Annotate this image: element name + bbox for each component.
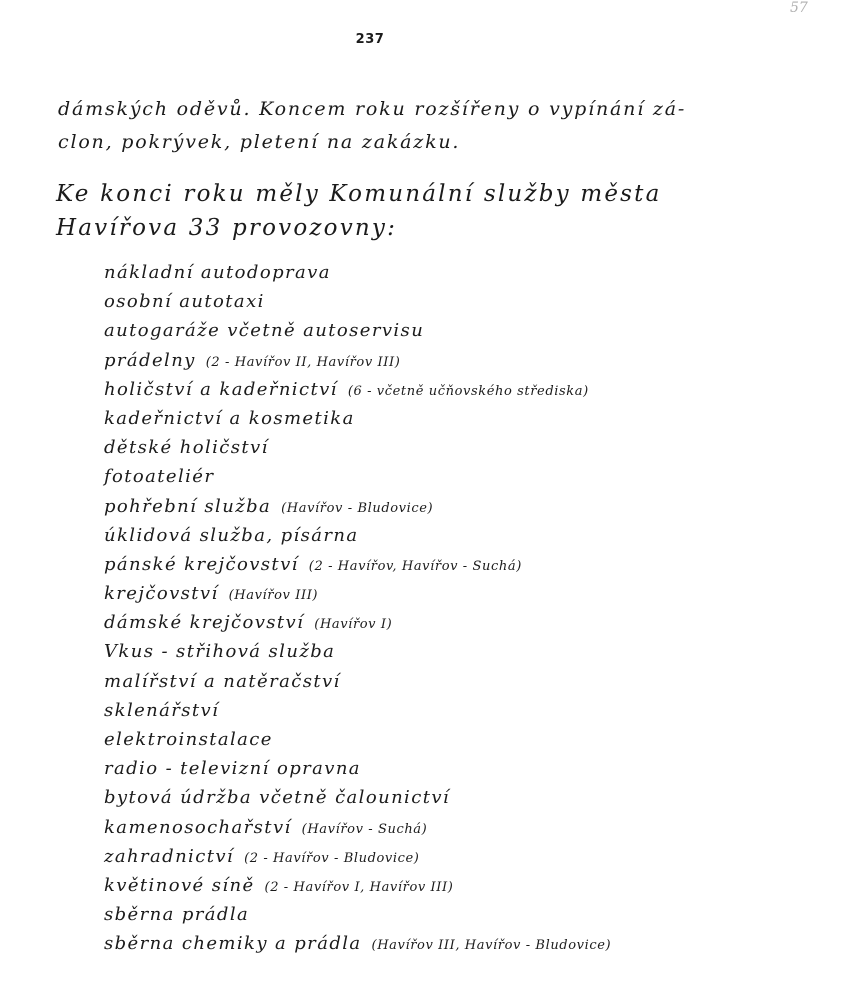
list-item bbox=[104, 287, 611, 316]
list-item-note: (Havířov I) bbox=[314, 617, 393, 633]
list-item bbox=[104, 637, 611, 666]
list-item-text: Vkus - střihová služba bbox=[104, 641, 336, 663]
list-item-text: sběrna prádla bbox=[104, 904, 250, 926]
list-item-text: dětské holičství bbox=[104, 437, 269, 459]
heading-line-1: Ke konci roku měly Komunální služby města bbox=[56, 181, 662, 207]
list-item-text: dámské krejčovství bbox=[104, 612, 305, 634]
list-item-note: (Havířov III) bbox=[228, 588, 319, 604]
list-item bbox=[104, 462, 611, 491]
list-item-text: kadeřnictví a kosmetika bbox=[104, 407, 355, 429]
list-item bbox=[104, 492, 611, 521]
list-item-note: (Havířov - Suchá) bbox=[301, 821, 428, 837]
list-item-text: pohřební služba bbox=[104, 495, 272, 517]
list-item-text: zahradnictví bbox=[104, 845, 235, 867]
list-item-text: prádelny bbox=[104, 349, 196, 371]
list-item bbox=[104, 667, 611, 696]
list-item bbox=[104, 346, 611, 375]
list-item bbox=[104, 813, 611, 842]
list-item-text: pánské krejčovství bbox=[104, 553, 299, 575]
paragraph-line-2: clon, pokrývek, pletení na zakázku. bbox=[58, 131, 461, 153]
list-item-text: osobní autotaxi bbox=[104, 291, 265, 313]
list-item-text: kamenosochařství bbox=[104, 816, 292, 838]
list-item-note: (Havířov III, Havířov - Bludovice) bbox=[371, 938, 612, 954]
list-item-text: květinové síně bbox=[104, 874, 255, 896]
list-item bbox=[104, 608, 611, 637]
list-item bbox=[104, 900, 611, 929]
list-item bbox=[104, 842, 611, 871]
list-item bbox=[104, 754, 611, 783]
list-item bbox=[104, 696, 611, 725]
corner-page-mark: 57 bbox=[790, 0, 808, 16]
list-item bbox=[104, 725, 611, 754]
list-item-text: sklenářství bbox=[104, 699, 220, 721]
list-item-text: nákladní autodoprava bbox=[104, 262, 331, 283]
paragraph-line-1: dámských oděvů. Koncem roku rozšířeny o vypínání zá- bbox=[58, 98, 687, 120]
list-item bbox=[104, 316, 611, 345]
list-item-text: elektroinstalace bbox=[104, 729, 273, 750]
list-item bbox=[104, 521, 611, 550]
page-number: 237 bbox=[355, 32, 385, 47]
list-item-note: (2 - Havířov - Bludovice) bbox=[244, 850, 420, 866]
list-item-note: (2 - Havířov I, Havířov III) bbox=[264, 879, 454, 895]
list-item-text: krejčovství bbox=[104, 583, 219, 605]
list-item bbox=[104, 783, 611, 812]
list-item bbox=[104, 258, 611, 287]
list-item-text: úklidová služba, písárna bbox=[104, 524, 359, 546]
list-item-note: (2 - Havířov II, Havířov III) bbox=[205, 354, 401, 370]
list-item bbox=[104, 433, 611, 462]
list-item-text: radio - televizní opravna bbox=[104, 758, 361, 780]
list-item bbox=[104, 579, 611, 608]
list-item bbox=[104, 871, 611, 900]
list-item-note: (6 - včetně učňovského střediska) bbox=[347, 383, 589, 399]
service-list bbox=[104, 258, 611, 959]
list-item-text: holičství a kadeřnictví bbox=[104, 378, 338, 400]
list-item-note: (Havířov - Bludovice) bbox=[281, 500, 434, 516]
list-item-text: malířství a natěračství bbox=[104, 670, 341, 692]
list-item bbox=[104, 929, 611, 958]
list-item-text: bytová údržba včetně čalounictví bbox=[104, 787, 451, 809]
list-item bbox=[104, 550, 611, 579]
list-item bbox=[104, 375, 611, 404]
list-item-text: fotoateliér bbox=[104, 466, 215, 488]
list-item bbox=[104, 404, 611, 433]
list-item-note: (2 - Havířov, Havířov - Suchá) bbox=[308, 558, 522, 574]
list-item-text: autogaráže včetně autoservisu bbox=[104, 320, 425, 342]
heading-line-2: Havířova 33 provozovny: bbox=[56, 215, 398, 241]
list-item-text: sběrna chemiky a prádla bbox=[104, 933, 362, 955]
